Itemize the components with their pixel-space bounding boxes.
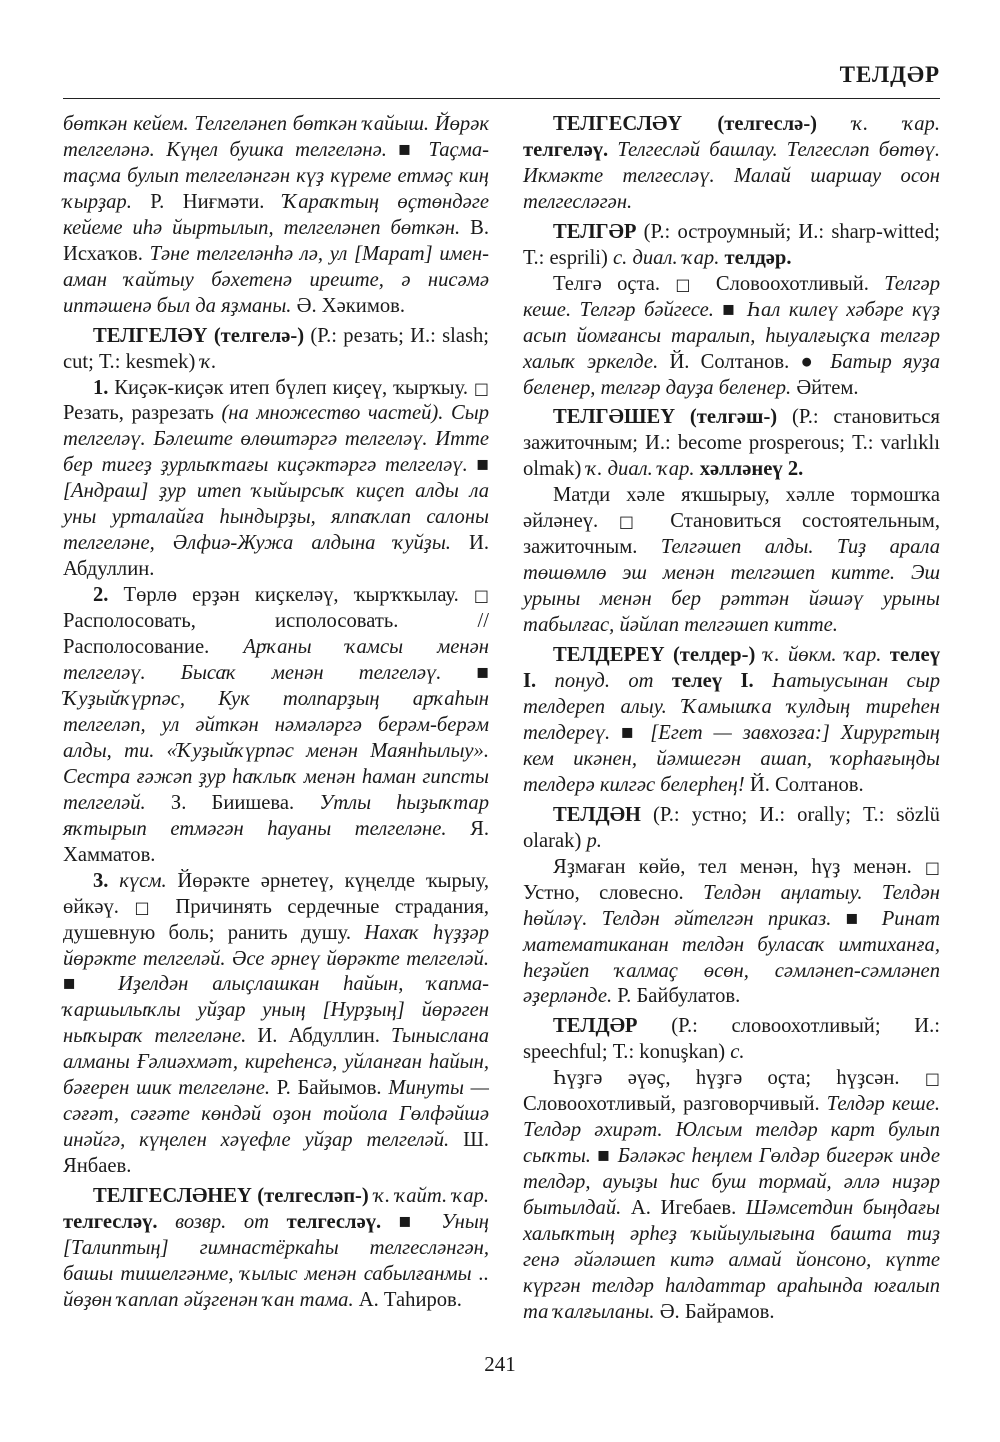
body-text: Йөрәкте әрнетеү, күңелде ҡырыу, өйкәү. — [63, 869, 489, 918]
dictionary-paragraph — [523, 272, 940, 402]
example-marker: ■ — [621, 721, 651, 744]
example-marker: ■ — [476, 662, 489, 685]
body-text: И. Абдуллин. — [63, 532, 489, 581]
body-text: Устно, словесно. — [523, 881, 704, 904]
example-text: Ҡараҡтың өҫтөндәге кейеме иһә йыртылып, телгеләнеп бөткән. — [63, 190, 489, 239]
headword-text: ТЕЛДӘН — [553, 803, 654, 826]
body-text: Киҫәк-киҫәк итеп бүлеп киҫеү, ҡырҡыу. — [114, 376, 474, 399]
headword-text: ТЕЛГӘР — [553, 220, 644, 243]
example-text: Арҡаны ҡамсы менән телгеләү. Бысаҡ менән телгеләү. — [63, 636, 489, 685]
running-header — [63, 60, 940, 99]
header-title: ТЕЛДӘР — [839, 62, 940, 87]
body-text: (Р.: словоохотливый; И.: speechful; Т.: konuşkan) — [523, 1015, 940, 1064]
translation-marker: □ — [134, 897, 176, 917]
example-text: Шәмсетдин быңдағы халыҡтың әрһеҙ ҡыйыулығына башта тиҙ генә әйәләшеп китә алмай йонсоно, күпте күргән телдәр һалдаттар араһында юғалып та ҡалғыланы. — [523, 1197, 940, 1323]
body-text: Ш. Янбаев. — [63, 1129, 489, 1178]
example-text: ҡ. ҡар. — [852, 113, 940, 135]
example-text: күсм. — [119, 869, 178, 892]
example-text: Утлы һыҙыҡтар яҡтырып етмәгән һауаны телгеләне. — [63, 791, 490, 840]
body-text: Й. Солтанов. — [749, 773, 864, 796]
example-text: Нахаҡ һүҙҙәр йөрәкте телгеләй. Әсе әрнеү йөрәкте телгеләй. — [63, 921, 489, 970]
example-text: ҡ. — [200, 350, 217, 373]
example-marker: ■ — [597, 1145, 618, 1168]
body-text: Р. Байымов. — [276, 1077, 389, 1100]
headword-text: 2. — [93, 584, 124, 607]
example-text: Уның [Талиптың] гимнастёркаһы телгесләнгән, башы тишелгәнме, ҡылыс менән сабылғанмы .. йөҙөн ҡаплап әйҙгенән ҡан тама. — [63, 1211, 489, 1311]
translation-marker: □ — [924, 1069, 940, 1089]
example-text: Таҫма-таҫма булып телгеләнгән күҙ күреме етмәҫ киң ҡырҙар. — [63, 138, 489, 213]
example-text: понуд. от — [554, 670, 672, 693]
example-text: Һатыусынан сыр телдереп алыу. Ҡамышҡа ҡулдың тиреһен телдереү. — [523, 670, 941, 744]
body-text: Төрлө ерҙән киҫкеләү, ҡырҡҡылау. — [123, 584, 474, 607]
left-column — [63, 112, 489, 1314]
dictionary-paragraph — [523, 405, 940, 483]
example-text: [Егет — завхозға:] Хирургтың кем икәнен, йәмшегән ашап, ҡорһағыңды телдерә килгәс белерһең! — [523, 721, 940, 796]
example-text: Һал килеү хәбәре күҙ асып йомғансы таралып, һыуалғыҫҡа телгәр халыҡ эркелде. — [523, 298, 941, 373]
dictionary-paragraph — [523, 112, 940, 216]
translation-marker: □ — [924, 857, 940, 877]
dictionary-paragraph — [523, 1014, 940, 1066]
headword-text: хәлләнеү 2. — [699, 458, 804, 481]
body-text: Словоохотливый, разговорчивый. — [523, 1093, 827, 1116]
body-text: Яҙмаған көйө, тел менән, һүҙ менән. — [553, 855, 925, 878]
body-text: Телгә оҫта. — [553, 272, 676, 295]
example-text: [Андраш] ҙур итеп ҡыйырсыҡ киҫеп алды ла уны урталайға һындырҙы, ялпаҡлап салоны телгеләне, Әлфиә-Жужа алдына ҡуйҙы. — [63, 480, 489, 555]
headword-text: телеү I. — [523, 644, 940, 693]
dictionary-paragraph — [523, 803, 940, 855]
example-text: р. — [586, 829, 602, 852]
example-text: ҡ. ҡайт. ҡар. — [374, 1185, 490, 1208]
example-text: Батыр яуҙа беленер, телгәр дауҙа беленер. — [523, 350, 941, 399]
headword-text: ТЕЛГӘШЕҮ (телгәш-) — [553, 406, 792, 429]
headword-text: ТЕЛДЕРЕҮ (телдер-) — [553, 644, 764, 667]
body-text: Ә. Байрамов. — [659, 1300, 775, 1323]
dictionary-paragraph — [63, 324, 489, 376]
example-text: Бәләкәс һеңлем Гөлдәр бигерәк инде телдәр, ауыҙы һис буш тормай, әллә ниҙәр бытылдай. — [523, 1145, 940, 1220]
headword-text: 3. — [93, 869, 120, 892]
example-text: бөткән кейем. Телгеләнеп бөткән ҡайыш. Йөрәк телгеләнә. Күңел бушка телгеләнә. — [63, 113, 489, 161]
translation-marker: □ — [473, 378, 489, 398]
dictionary-paragraph — [523, 855, 940, 1011]
body-text: (Р.: остроумный; И.: sharp-witted; Т.: esprili) — [523, 220, 941, 269]
translation-marker: □ — [473, 586, 489, 606]
example-text: Тәне телгеләнһә лә, ул [Марат] имен-аман ҡайтыу бәхетенә иреште, ә нисәмә иптәшенә был да яҙманы. — [63, 242, 489, 317]
example-text: ҡ. диал. ҡар. — [586, 458, 700, 481]
dictionary-paragraph — [63, 376, 489, 584]
headword-text: телгесләү. — [63, 1211, 176, 1234]
body-text: З. Биишева. — [170, 791, 320, 814]
headword-text: телдәр. — [724, 246, 792, 269]
dictionary-paragraph — [63, 112, 489, 320]
body-text: Ә. Хәкимов. — [296, 294, 406, 317]
headword-text: ТЕЛДӘР — [553, 1015, 672, 1038]
body-text: (Р.: становиться зажиточным; И.: become prosperous; Т.: varlıklı olmak) — [523, 406, 940, 481]
dictionary-paragraph — [523, 643, 940, 799]
dictionary-paragraph — [63, 1184, 489, 1314]
body-text: Р. Ниғмәти. — [150, 190, 283, 213]
translation-marker: □ — [618, 512, 671, 532]
example-marker: ■ — [476, 454, 489, 477]
right-column — [523, 112, 940, 1326]
example-text: (на множество частей). Сыр телгеләү. Бәлеште өлөштәргә телгеләү. Итте бер тигеҙ ҙурлыҡтағы киҫәктәргә телгеләү. — [63, 402, 489, 477]
body-text: (Р.: устно; И.: orally; Т.: sözlü olarak) — [523, 803, 940, 852]
body-text: В. Исхаҡов. — [63, 216, 489, 265]
dictionary-paragraph — [63, 583, 489, 868]
body-text: Й. Солтанов. — [669, 350, 801, 373]
example-marker: ■ — [63, 973, 119, 996]
body-text: И. Абдуллин. — [257, 1025, 391, 1048]
dictionary-paragraph — [523, 220, 940, 272]
example-text: Иҙелдән алыҫлашкан һайын, ҡапма-ҡаршылыҡлы уйҙар уның [Нурҙың] йөрәген ныҡыраҡ телгеләне. — [63, 973, 489, 1048]
body-text: Р. Байбулатов. — [617, 985, 741, 1008]
headword-text: 1. — [93, 376, 115, 399]
example-marker: ■ — [398, 1211, 442, 1234]
headword-text: телеү I. — [671, 670, 772, 693]
body-text: Һүҙгә әүәҫ, һүҙгә оҫта; һүҙсән. — [553, 1067, 925, 1090]
body-text: Я. Хамматов. — [63, 817, 489, 866]
example-text: Телдәр кеше. Телдәр әхирәт. Юлсым телдәр карт булып сыҡты. — [523, 1093, 940, 1168]
body-text: Матди хәле яҡшырыу, хәлле тормошҡа әйләнеү. — [523, 484, 940, 533]
body-text: Причинять сердечные страдания, душевную боль; ранить душу. — [63, 895, 490, 944]
translation-marker: □ — [675, 274, 716, 294]
example-marker: ■ — [398, 138, 429, 161]
example-text: Телгәшеп алды. Тиҙ арала төшөмлө эш менән телгәшеп китте. Эш урыны менән бер рәттән йәшәү урыны табылғас, йәйлап телгәшеп китте. — [523, 536, 941, 637]
example-text: Ринат математиканан телдән буласаҡ имтиханға, һеҙәйеп ҡалмаҫ өсөн, сәмләнеп-сәмләнеп әҙерләнде. — [523, 907, 940, 1008]
headword-text: телгеләү. — [523, 138, 618, 161]
example-marker: ■ — [845, 907, 882, 930]
example-marker: ● — [800, 350, 831, 373]
dictionary-paragraph — [523, 1066, 940, 1326]
headword-text: ТЕЛГЕСЛӘНЕҮ (телгесләп-) — [93, 1185, 375, 1208]
example-text: возвр. от — [175, 1211, 287, 1234]
body-text: Резать, разрезать — [63, 402, 222, 425]
headword-text: ТЕЛГЕСЛӘҮ (телгеслә-) — [553, 113, 853, 135]
dictionary-paragraph — [523, 483, 940, 639]
example-text: с. диал. ҡар. — [613, 246, 725, 269]
body-text: А. Игебаев. — [630, 1197, 746, 1220]
body-text: Становиться состоятельным, зажиточным. — [523, 510, 940, 559]
headword-text: телгесләү. — [286, 1211, 399, 1234]
example-marker: ■ — [722, 298, 747, 321]
example-text: ҡ. йөкм. ҡар. — [763, 644, 890, 667]
body-text: Располосовать, исполосовать. // Располосование. — [63, 610, 489, 659]
headword-text: ТЕЛГЕЛӘҮ (телгелә-) — [93, 324, 311, 347]
body-text: Словоохотливый. — [715, 272, 885, 295]
example-text: Телдән аңлатыу. Телдән һөйләү. Телдән әйтелгән приказ. — [523, 881, 940, 930]
example-text: Минуты — сәғәт, сәғәте көндәй оҙон тойола Гөлфәйшә инәйгә, күңелен хәүефле уйҙар телгеләй. — [63, 1077, 489, 1152]
body-text: Әйтем. — [796, 376, 859, 399]
example-text: Телгәр кеше. Телгәр бәйгесе. — [523, 272, 940, 321]
example-text: Тыныслана алманы Ғәлиәхмәт, киреһенсә, уйланған һайын, бәғерен шик телгеләне. — [63, 1025, 489, 1100]
example-text: с. — [730, 1041, 745, 1064]
body-text: (Р.: резать; И.: slash; cut; Т.: kesmek) — [63, 324, 490, 373]
example-text: Ҡуҙыйҡүрпәс, Кук толпарҙың арҡаһын телгеләп, ул әйткән нәмәләргә берәм-берәм алды, ти. «Ҡуҙыйҡүрпәс менән Маянһылыу». Сестра ғәжәп ҙур һаҡлыҡ менән һаман гипсты телгеләй. — [63, 687, 489, 814]
page-number: 241 — [484, 1352, 516, 1376]
body-text: А. Таһиров. — [358, 1288, 462, 1311]
example-text: Телгесләй башлау. Телгесләп бөтөү. Икмәкте телгесләү. Малай шаршау осон телгесләгән. — [523, 138, 940, 213]
dictionary-paragraph — [63, 869, 489, 1180]
